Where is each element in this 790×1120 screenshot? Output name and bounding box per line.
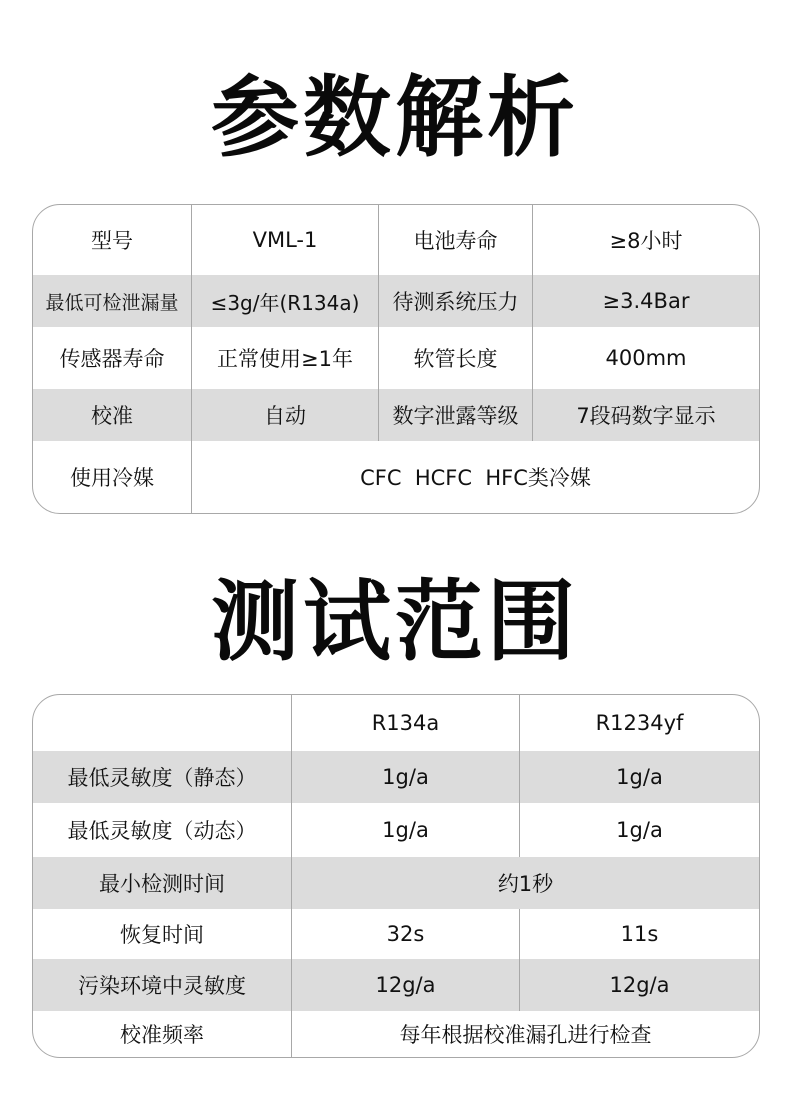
- range-table: [32, 694, 760, 1058]
- param-value-pressure: ≥3.4Bar: [602, 289, 690, 313]
- range-label-polluted: 污染环境中灵敏度: [78, 974, 246, 998]
- range-value: 1g/a: [382, 818, 429, 842]
- param-value-model: VML-1: [252, 228, 318, 252]
- range-label-recovery: 恢复时间: [120, 923, 204, 947]
- range-label-detect-time: 最小检测时间: [99, 872, 225, 896]
- range-value: 1g/a: [382, 765, 429, 789]
- param-label-leak-level: 数字泄露等级: [392, 404, 519, 428]
- table-row: [33, 857, 759, 909]
- param-value-min-leak: ≤3g/年(R134a): [210, 290, 360, 315]
- param-value-leak-level: 7段码数字显示: [576, 404, 716, 428]
- range-value: 12g/a: [609, 973, 670, 997]
- range-title: 测试范围: [210, 570, 579, 673]
- params-title: 参数解析: [210, 66, 579, 169]
- param-value-sensor-life: 正常使用≥1年: [217, 347, 353, 371]
- table-row: [33, 1011, 759, 1057]
- param-label-pressure: 待测系统压力: [392, 290, 519, 314]
- column-divider: [378, 205, 379, 441]
- table-row: [33, 441, 759, 513]
- range-label-dynamic: 最低灵敏度（动态）: [67, 819, 257, 843]
- header-empty: [33, 695, 291, 751]
- table-row: [33, 909, 759, 959]
- table-row: [33, 803, 759, 857]
- range-value: 11s: [620, 922, 659, 946]
- range-label-static: 最低灵敏度（静态）: [67, 766, 257, 790]
- param-label-hose: 软管长度: [413, 347, 498, 371]
- params-table: [32, 204, 760, 514]
- param-value-calibration: 自动: [264, 404, 306, 428]
- table-row: [33, 389, 759, 441]
- column-divider: [519, 909, 520, 1011]
- column-divider: [191, 205, 192, 513]
- column-divider: [519, 695, 520, 857]
- param-label-calibration: 校准: [91, 404, 133, 428]
- param-label-battery: 电池寿命: [413, 229, 498, 253]
- column-divider: [532, 205, 533, 441]
- header-r1234yf: R1234yf: [595, 711, 684, 735]
- range-value-merged: 约1秒: [497, 872, 554, 896]
- table-row: [33, 205, 759, 275]
- range-value: 12g/a: [375, 973, 436, 997]
- param-value-battery: ≥8小时: [609, 229, 683, 253]
- table-row: [33, 275, 759, 327]
- param-label-min-leak: 最低可检泄漏量: [45, 291, 179, 314]
- header-r134a: R134a: [371, 711, 440, 735]
- param-label-model: 型号: [91, 229, 133, 253]
- range-value: 32s: [386, 922, 425, 946]
- range-value-merged: 每年根据校准漏孔进行检查: [399, 1023, 652, 1047]
- range-label-calib-freq: 校准频率: [120, 1023, 204, 1047]
- param-label-refrigerant: 使用冷媒: [70, 466, 154, 490]
- param-label-sensor-life: 传感器寿命: [59, 347, 165, 371]
- range-value: 1g/a: [616, 765, 663, 789]
- range-value: 1g/a: [616, 818, 663, 842]
- param-value-refrigerant: CFC HCFC HFC类冷媒: [360, 466, 591, 490]
- param-value-hose: 400mm: [605, 346, 687, 370]
- column-divider: [291, 695, 292, 1057]
- table-row: [33, 959, 759, 1011]
- table-header-row: [33, 695, 759, 751]
- table-row: [33, 751, 759, 803]
- table-row: [33, 327, 759, 389]
